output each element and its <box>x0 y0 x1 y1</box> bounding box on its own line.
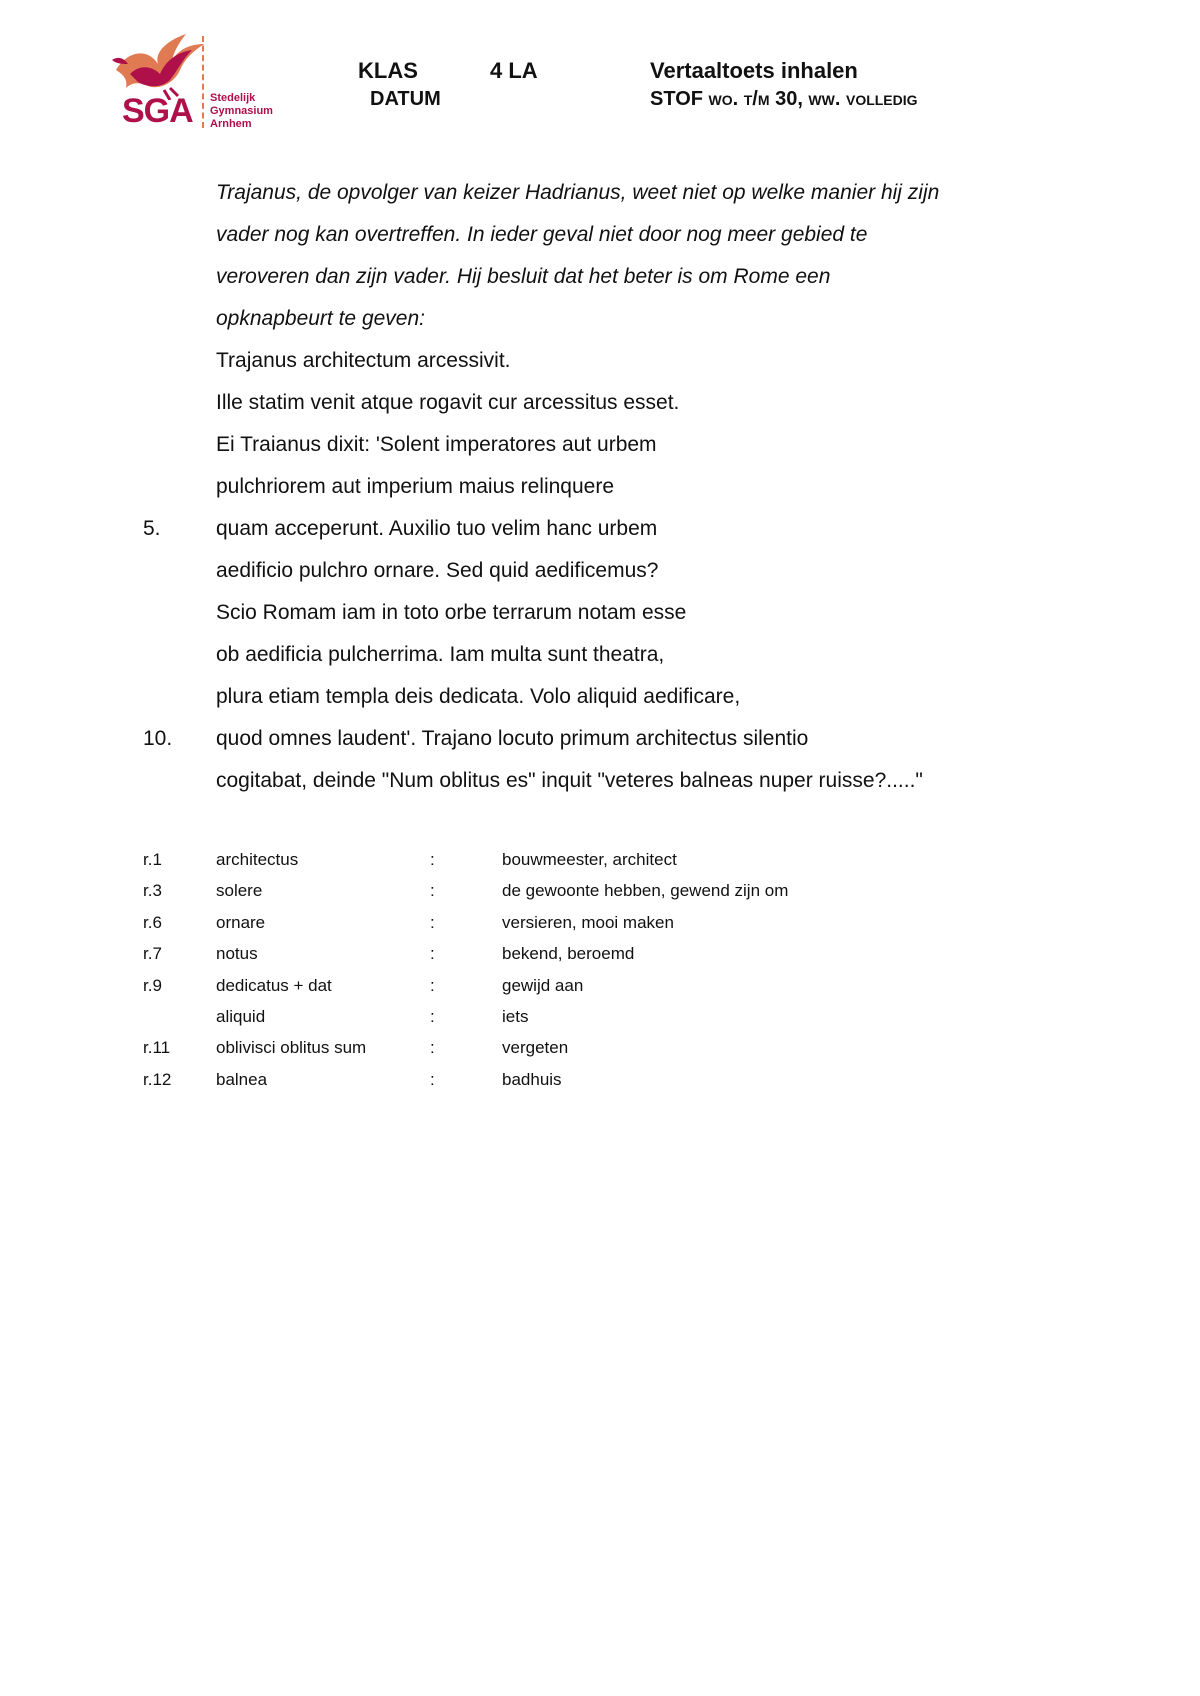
vocab-sep: : <box>430 1038 435 1058</box>
latin-line <box>0 508 1200 550</box>
vocab-sep: : <box>430 944 435 964</box>
vocab-sep: : <box>430 1069 435 1089</box>
intro-text: veroveren dan zijn vader. Hij besluit dat het beter is om Rome een <box>216 265 831 288</box>
latin-line <box>0 550 1200 592</box>
vocab-sep: : <box>430 1006 435 1026</box>
intro-text: opknapbeurt te geven: <box>216 307 425 330</box>
vocab-word: solere <box>216 881 263 901</box>
intro-line <box>0 214 1200 256</box>
vocab-meaning: versieren, mooi maken <box>502 912 674 932</box>
exam-text <box>0 172 1200 802</box>
vocabulary-list <box>0 844 1200 1095</box>
vocab-word: dedicatus + dat <box>216 975 332 995</box>
vocab-word: architectus <box>216 850 299 869</box>
vocab-ref: r.9 <box>143 975 162 995</box>
vocab-meaning: gewijd aan <box>502 975 584 995</box>
vocab-meaning: badhuis <box>502 1069 562 1089</box>
vocab-meaning: de gewoonte hebben, gewend zijn om <box>502 881 789 901</box>
latin-text: Ille statim venit atque rogavit cur arcessitus esset. <box>216 391 680 414</box>
logo-abbr: SGA <box>122 92 193 130</box>
vocabulary-row <box>0 1032 1200 1063</box>
logo-divider <box>202 36 204 128</box>
latin-line <box>0 424 1200 466</box>
latin-text: Ei Traianus dixit: 'Solent imperatores aut urbem <box>216 433 657 456</box>
latin-line <box>0 382 1200 424</box>
vocab-ref: r.7 <box>143 944 162 964</box>
vocab-ref: r.11 <box>143 1038 171 1058</box>
vocabulary-row <box>0 844 1200 875</box>
vocab-word: ornare <box>216 912 266 932</box>
latin-line <box>0 592 1200 634</box>
klas-label: KLAS <box>358 58 418 83</box>
klas-value: 4 LA <box>490 58 538 83</box>
latin-line <box>0 718 1200 760</box>
logo-school-line: Arnhem <box>210 118 252 130</box>
datum-label: DATUM <box>370 88 441 110</box>
vocab-sep: : <box>430 881 435 901</box>
vocabulary-row <box>0 938 1200 969</box>
vocab-word: oblivisci oblitus sum <box>216 1038 367 1058</box>
latin-text: plura etiam templa deis dedicata. Volo aliquid aedificare, <box>216 685 741 708</box>
stof-row <box>650 88 918 111</box>
latin-line <box>0 466 1200 508</box>
vocab-ref: r.1 <box>143 850 162 869</box>
vocab-ref: r.12 <box>143 1069 172 1089</box>
school-logo <box>108 30 288 134</box>
vocab-sep: : <box>430 975 435 995</box>
line-number: 10. <box>143 727 173 750</box>
latin-line <box>0 340 1200 382</box>
page-title: Vertaaltoets inhalen <box>650 58 858 83</box>
vocabulary-row <box>0 875 1200 906</box>
latin-text: ob aedificia pulcherrima. Iam multa sunt theatra, <box>216 643 665 666</box>
intro-line <box>0 256 1200 298</box>
latin-line <box>0 634 1200 676</box>
vocab-meaning: bouwmeester, architect <box>502 850 677 869</box>
intro-line <box>0 298 1200 340</box>
vocabulary-row <box>0 1064 1200 1095</box>
intro-line <box>0 172 1200 214</box>
vocab-meaning: iets <box>502 1006 529 1026</box>
vocab-word: notus <box>216 944 258 964</box>
vocab-ref: r.3 <box>143 881 162 901</box>
latin-text: Scio Romam iam in toto orbe terrarum notam esse <box>216 601 687 624</box>
latin-line <box>0 676 1200 718</box>
phoenix-icon <box>108 30 208 100</box>
vocab-meaning: bekend, beroemd <box>502 944 635 964</box>
logo-school-line: Gymnasium <box>210 105 273 117</box>
vocab-sep: : <box>430 850 435 869</box>
line-number: 5. <box>143 517 161 540</box>
latin-text: quam acceperunt. Auxilio tuo velim hanc urbem <box>216 517 658 540</box>
vocab-meaning: vergeten <box>502 1038 569 1058</box>
intro-text: vader nog kan overtreffen. In ieder geval niet door nog meer gebied te <box>216 223 868 246</box>
vocabulary-row <box>0 907 1200 938</box>
logo-school-line: Stedelijk <box>210 92 256 104</box>
latin-text: Trajanus architectum arcessivit. <box>216 349 511 372</box>
latin-line <box>0 760 1200 802</box>
intro-text: Trajanus, de opvolger van keizer Hadrianus, weet niet op welke manier hij zijn <box>216 181 940 204</box>
vocabulary-row <box>0 1001 1200 1032</box>
vocab-ref: r.6 <box>143 912 162 932</box>
vocab-word: balnea <box>216 1069 268 1089</box>
vocabulary-row <box>0 970 1200 1001</box>
vocab-word: aliquid <box>216 1006 266 1026</box>
vocab-sep: : <box>430 912 435 932</box>
logo-school-name <box>210 92 273 131</box>
latin-text: aedificio pulchro ornare. Sed quid aedificemus? <box>216 559 659 582</box>
latin-text: quod omnes laudent'. Trajano locuto primum architectus silentio <box>216 727 809 750</box>
stof-value: wo. t/m 30, ww. volledig <box>708 88 918 110</box>
stof-label: STOF <box>650 88 703 110</box>
latin-text: cogitabat, deinde "Num oblitus es" inquit "veteres balneas nuper ruisse?....." <box>216 769 923 792</box>
latin-text: pulchriorem aut imperium maius relinquere <box>216 475 614 498</box>
